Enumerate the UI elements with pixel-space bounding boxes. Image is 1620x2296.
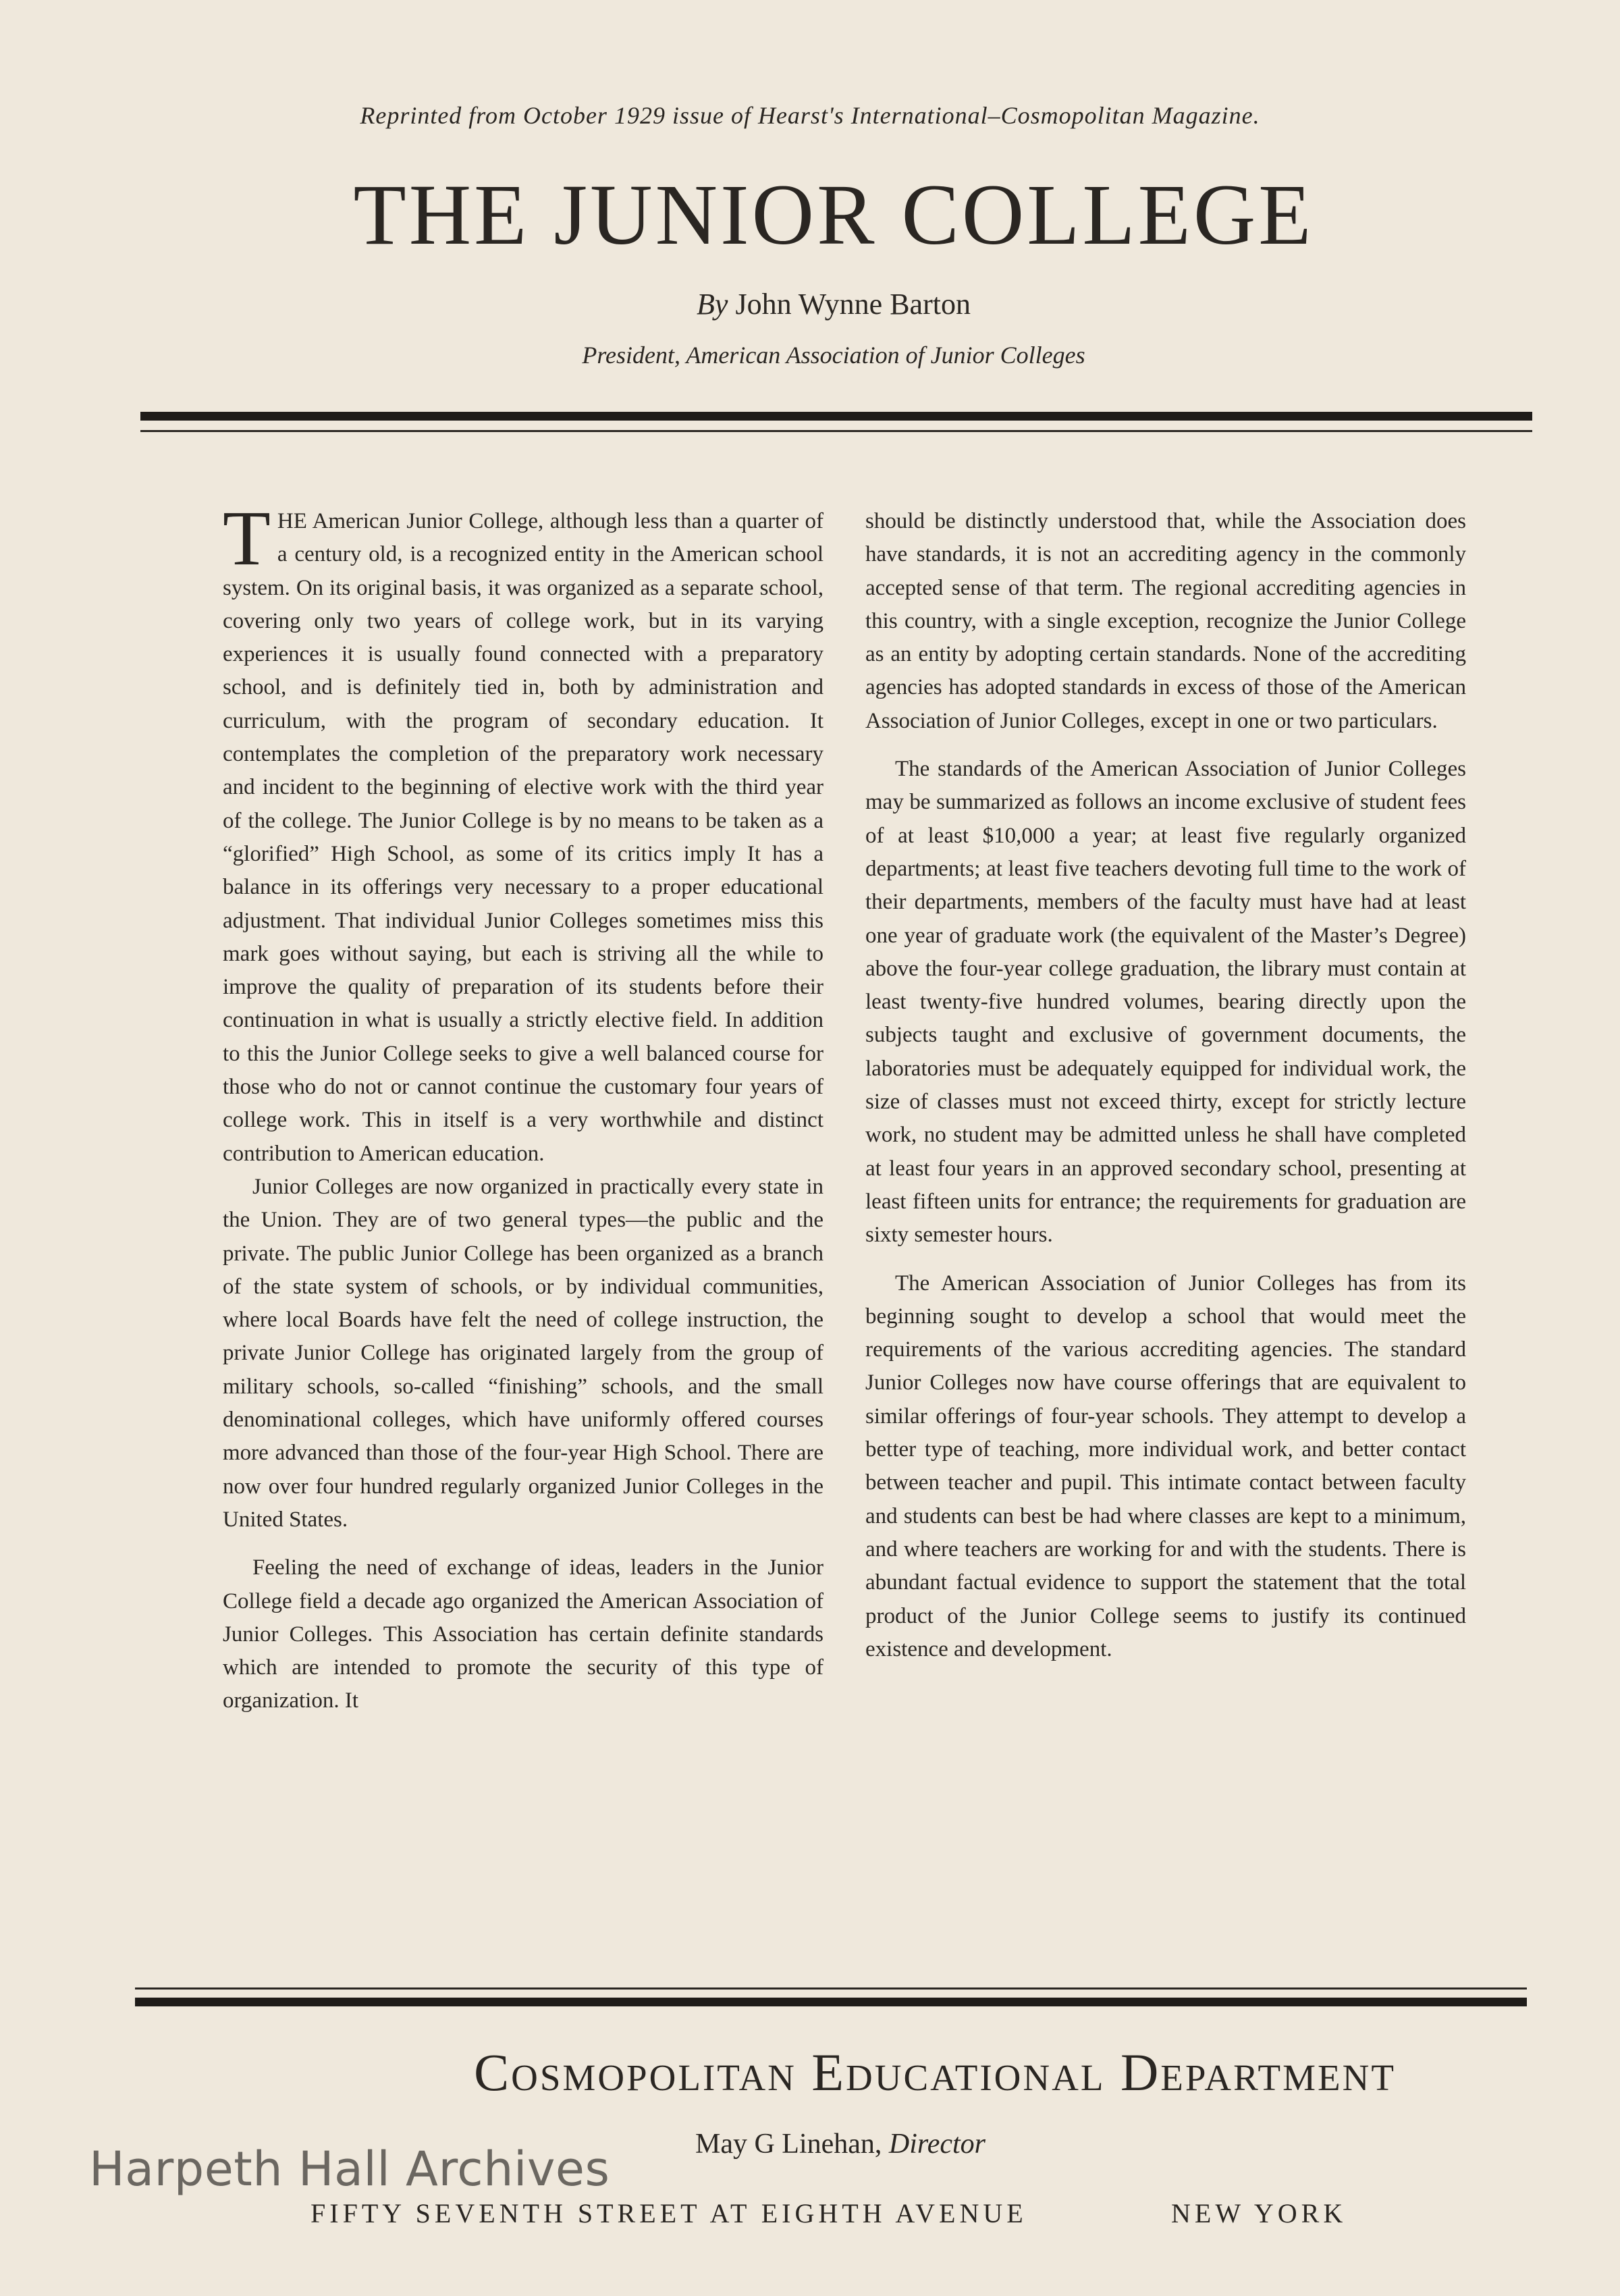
reprint-note: Reprinted from October 1929 issue of Hearst's International–Cosmopolitan Magazine. [360,102,1260,129]
byline-prefix: By [697,288,728,321]
byline [0,287,1620,321]
article-column-left [223,496,824,1718]
header-rule-thick [140,412,1532,421]
author-name: John Wynne Barton [735,288,971,321]
director-role: Director [888,2129,986,2160]
city: NEW YORK [1171,2198,1347,2228]
paragraph: The standards of the American Association of Junior Colleges may be summarized as follows an income exclusive of student fees of at least $10,000 a year; at least five regularly organized departments; at least five teachers devoting full time to the work of their departments, members of the faculty must have had at least one year of graduate work (the equivalent of the Master’s Degree) above the four-year college graduation, the library must contain at least twenty-five hundred volumes, bearing directly upon the subjects taught and exclusive of government documents, the laboratories must be adequately equipped for individual work, the size of classes must not exceed thirty, except for strictly lecture work, no student may be admitted unless he shall have completed at least four years in an approved secondary school, presenting at least fifteen units for entrance; the requirements for graduation are sixty semester hours. [865,757,1466,1248]
paragraph [223,496,824,1171]
director-name: May G Linehan, [695,2129,882,2160]
paragraph-text: HE American Junior College, although less than a quarter of a century old, is a recognized entity in the American school system. On its original basis, it was organized as a separate school, covering only two years of college work, but in its varying experiences it is usually found connected with a preparatory school, and is definitely tied in, both by administration and curriculum, with the program of secondary education. It contemplates the completion of the preparatory work necessary and incident to the beginning of elective work with the third year of the college. The Junior College is by no means to be taken as a “glorified” High School, as some of its critics imply It has a balance in its offerings very necessary to a proper educational adjustment. That individual Junior Colleges sometimes miss this mark goes without saying, but each is striving all the while to improve the quality of preparation of its students before their continuation in what is usually a strictly elective field. In addition to this the Junior College seeks to give a well balanced course for those who do not or cannot continue the customary four years of college work. This in itself is a very worthwhile and distinct contribution to American education. [223,509,824,1166]
article-title: THE JUNIOR COLLEGE [353,167,1314,263]
paragraph: should be distinctly understood that, while the Association does have standards, it is not an accrediting agency in the commonly accepted sense of that term. The regional accrediting agencies in this country, with a single exception, recognize the Junior College as an entity by adopting certain standards. None of the accrediting agencies has adopted standards in excess of those of the American Association of Junior Colleges, except in one or two particulars. [865,509,1466,733]
paragraph: The American Association of Junior Colleges has from its beginning sought to develop a school that would meet the requirements of the various accrediting agencies. The standard Junior Colleges now have course offerings that are equivalent to similar offerings of four-year schools. They attempt to develop a better type of teaching, more individual work, and better contact between teacher and pupil. This intimate contact between faculty and students can best be had where classes are kept to a minimum, and where teachers are working for and with the students. There is abundant factual evidence to support the statement that the total product of the Junior College seems to justify its continued existence and development. [865,1271,1466,1661]
author-position: President, American Association of Junior Colleges [582,342,1085,369]
paragraph: Junior Colleges are now organized in practically every state in the Union. They are of two general types—the public and the private. The public Junior College has been organized as a branch of the state system of schools, or by individual communities, where local Boards have felt the need of college instruction, the private Junior College has originated largely from the group of military schools, so-called “finishing” schools, and the small denominational colleges, which have uniformly offered courses more advanced than those of the four-year High School. There are now over four hundred regularly organized Junior Colleges in the United States. [223,1174,824,1532]
footer-rule-thin [135,1987,1527,1990]
drop-cap: T [223,496,271,582]
footer-rule-thick [135,1998,1527,2006]
archive-watermark: Harpeth Hall Archives [89,2141,610,2197]
department-name: Cosmopolitan Educational Department [474,2043,1396,2102]
paragraph: Feeling the need of exchange of ideas, leaders in the Junior College field a decade ago organized the American Association of Junior Colleges. This Association has certain definite standards which are intended to promote the security of this type of organization. It [223,1555,824,1713]
article-column-right [865,505,1466,1666]
header-rule-thin [140,430,1532,432]
street-address: FIFTY SEVENTH STREET AT EIGHTH AVENUE [310,2198,1027,2228]
